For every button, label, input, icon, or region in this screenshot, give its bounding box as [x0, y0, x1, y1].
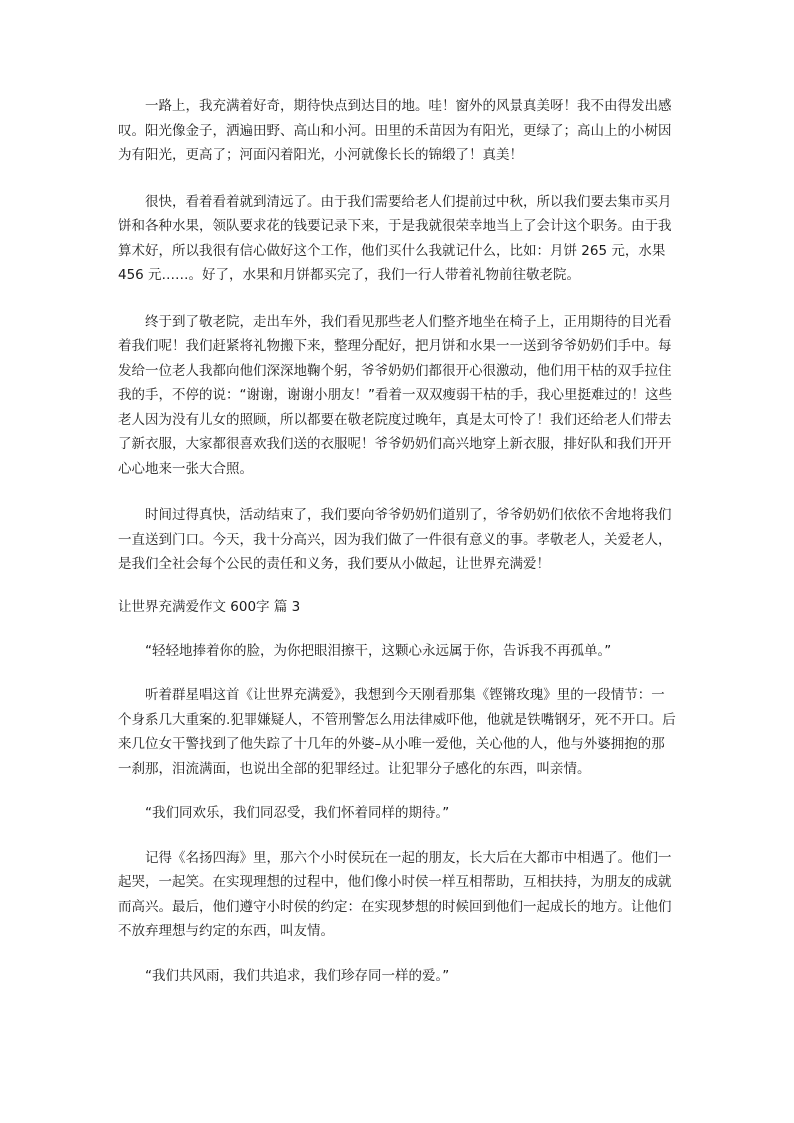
section-heading: 让世界充满爱作文 600字 篇 3	[118, 598, 301, 615]
paragraph-shopping: 很快，看着看着就到清远了。由于我们需要给老人们提前过中秋，所以我们要去集市买月饼和各种水果，领队要求花的钱要记录下来，于是我就很荣幸地当上了会计这个职务。由于我算术好，所以我很有信心做好这个工作，他们买什么我就记什么，比如：月饼 265 元，水果 456 元……。好了，水果和月饼都买完了，我们一行人带着礼物前往敬老院。	[118, 193, 672, 283]
paragraph-journey: 一路上，我充满着好奇，期待快点到达目的地。哇！窗外的风景真美呀！我不由得发出感叹。阳光像金子，洒遍田野、高山和小河。田里的禾苗因为有阳光，更绿了；高山上的小树因为有阳光，更高了；河面闪着阳光，小河就像长长的锦缎了！真美！	[118, 98, 672, 163]
paragraph-farewell: 时间过得真快，活动结束了，我们要向爷爷奶奶们道别了，爷爷奶奶们依依不舍地将我们一直送到门口。今天，我十分高兴，因为我们做了一件很有意义的事。孝敬老人，关爱老人，是我们全社会每个公民的责任和义务，我们要从小做起，让世界充满爱！	[118, 507, 672, 572]
paragraph-friendship: 记得《名扬四海》里，那六个小时侯玩在一起的朋友，长大后在大都市中相遇了。他们一起哭，一起笑。在实现理想的过程中，他们像小时侯一样互相帮助，互相扶持，为朋友的成就而高兴。最后，他们遵守小时侯的约定：在实现梦想的时候回到他们一起成长的地方。让他们不放弃理想与约定的东西，叫友情。	[118, 849, 672, 939]
quote-lyric-1: “轻轻地捧着你的脸，为你把眼泪擦干，这颗心永远属于你，告诉我不再孤单。”	[145, 642, 612, 659]
document-body	[118, 94, 678, 988]
quote-lyric-2: “我们同欢乐，我们同忍受，我们怀着同样的期待。”	[145, 805, 450, 821]
quote-lyric-3: “我们共风雨，我们共追求，我们珍存同一样的爱。”	[145, 967, 450, 984]
paragraph-nursing-home: 终于到了敬老院，走出车外，我们看见那些老人们整齐地坐在椅子上，正用期待的目光看着我们呢！我们赶紧将礼物搬下来，整理分配好，把月饼和水果一一送到爷爷奶奶们手中。每发给一位老人我都向他们深深地鞠个躬，爷爷奶奶们都很开心很激动，他们用干枯的双手拉住我的手，不停的说：“谢谢，谢谢小朋友！”看着一双双瘦弱干枯的手，我心里挺难过的！这些老人因为没有儿女的照顾，所以都要在敬老院度过晚年，真是太可怜了！我们还给老人们带去了新衣服，大家都很喜欢我们送的衣服呢！爷爷奶奶们高兴地穿上新衣服，排好队和我们开开心心地来一张大合照。	[118, 313, 672, 477]
paragraph-family-love: 听着群星唱这首《让世界充满爱》，我想到今天刚看那集《铿锵玫瑰》里的一段情节：一个身系几大重案的.犯罪嫌疑人，不管刑警怎么用法律威吓他，他就是铁嘴钢牙，死不开口。后来几位女干警找到了他失踪了十几年的外婆–从小唯一爱他，关心他的人，他与外婆拥抱的那一刹那，泪流满面，也说出全部的犯罪经过。让犯罪分子感化的东西，叫亲情。	[118, 687, 676, 777]
